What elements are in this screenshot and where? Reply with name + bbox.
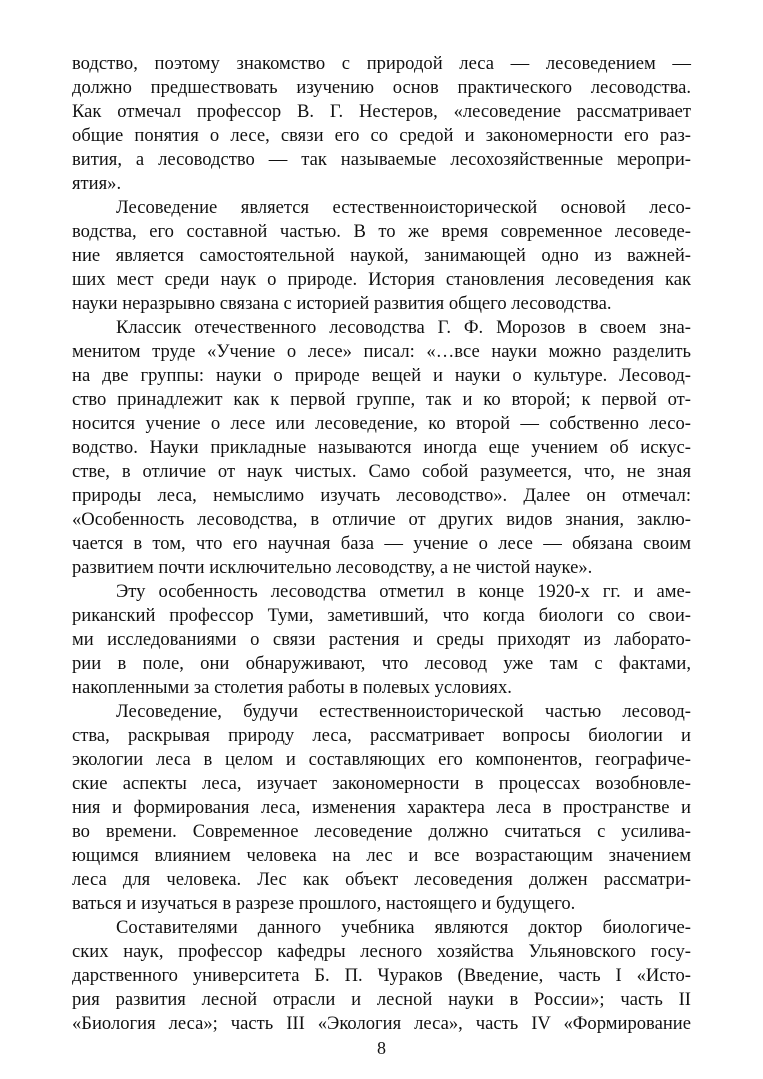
- text-line: рии в поле, они обнаруживают, что лесовод уже там с фактами,: [72, 653, 691, 674]
- text-line: дарственного университета Б. П. Чураков (Введение, часть I «Исто-: [72, 965, 691, 986]
- paragraph-4: [72, 580, 691, 700]
- text-line: леса для человека. Лес как объект лесоведения должен рассматри-: [72, 869, 691, 890]
- text-line: чается в том, что его научная база — учение о лесе — обязана своим: [72, 533, 691, 554]
- text-line: должно предшествовать изучению основ практического лесоводства.: [72, 77, 691, 98]
- text-line: Эту особенность лесоводства отметил в конце 1920-х гг. и аме-: [116, 581, 691, 602]
- text-line: общие понятия о лесе, связи его со средой и закономерности его раз-: [72, 125, 691, 146]
- text-line: менитом труде «Учение о лесе» писал: «…все науки можно разделить: [72, 341, 691, 362]
- text-line: ства, раскрывая природу леса, рассматривает вопросы биологии и: [72, 725, 691, 746]
- text-line: вития, а лесоводство — так называемые лесохозяйственные меропри-: [72, 149, 691, 170]
- text-line: носится учение о лесе или лесоведение, ко второй — собственно лесо-: [72, 413, 691, 434]
- text-line: ваться и изучаться в разрезе прошлого, настоящего и будущего.: [72, 893, 576, 914]
- text-line: ших мест среди наук о природе. История становления лесоведения как: [72, 269, 691, 290]
- text-line: стве, в отличие от наук чистых. Само собой разумеется, что, не зная: [72, 461, 691, 482]
- page-number: 8: [377, 1038, 386, 1058]
- text-line: ния и формирования леса, изменения характера леса в пространстве и: [72, 797, 691, 818]
- text-line: Классик отечественного лесоводства Г. Ф. Морозов в своем зна-: [116, 317, 691, 338]
- text-line: экологии леса в целом и составляющих его компонентов, географиче-: [72, 749, 691, 770]
- text-line: ми исследованиями о связи растения и среды приходят из лаборато-: [72, 629, 691, 650]
- paragraph-3: [72, 316, 691, 580]
- text-line: риканский профессор Туми, заметивший, что когда биологи со свои-: [72, 605, 691, 626]
- text-line: рия развития лесной отрасли и лесной науки в России»; часть II: [72, 989, 691, 1010]
- text-line: Составителями данного учебника являются доктор биологиче-: [116, 917, 691, 938]
- page-body: [72, 52, 691, 1036]
- text-line: «Особенность лесоводства, в отличие от других видов знания, заклю-: [72, 509, 691, 530]
- text-line: водство. Науки прикладные называются иногда еще учением об искус-: [72, 437, 691, 458]
- text-line: во времени. Современное лесоведение должно считаться с усилива-: [72, 821, 691, 842]
- text-line: ство принадлежит как к первой группе, так и ко второй; к первой от-: [72, 389, 691, 410]
- text-line: водства, его составной частью. В то же время современное лесоведе-: [72, 221, 691, 242]
- text-line: ющимся влиянием человека на лес и все возрастающим значением: [72, 845, 691, 866]
- text-line: на две группы: науки о природе вещей и науки о культуре. Лесовод-: [72, 365, 691, 386]
- paragraph-1: [72, 52, 691, 196]
- text-line: ятия».: [72, 173, 122, 194]
- text-line: науки неразрывно связана с историей развития общего лесоводства.: [72, 293, 612, 314]
- text-line: Как отмечал профессор В. Г. Нестеров, «лесоведение рассматривает: [72, 101, 691, 122]
- text-line: развитием почти исключительно лесоводству, а не чистой науке».: [72, 557, 593, 578]
- text-line: природы леса, немыслимо изучать лесоводство». Далее он отмечал:: [72, 485, 691, 506]
- text-line: Лесоведение является естественноисторической основой лесо-: [116, 197, 691, 218]
- text-line: «Биология леса»; часть III «Экология леса», часть IV «Формирование: [72, 1013, 691, 1034]
- paragraph-5: [72, 700, 691, 916]
- paragraph-6: [72, 916, 691, 1036]
- text-line: ние является самостоятельной наукой, занимающей одно из важней-: [72, 245, 691, 266]
- text-line: Лесоведение, будучи естественноисторической частью лесовод-: [116, 701, 691, 722]
- text-line: ские аспекты леса, изучает закономерности в процессах возобновле-: [72, 773, 691, 794]
- text-line: водство, поэтому знакомство с природой леса — лесоведением —: [72, 53, 691, 74]
- text-line: ских наук, профессор кафедры лесного хозяйства Ульяновского госу-: [72, 941, 691, 962]
- paragraph-2: [72, 196, 691, 316]
- text-line: накопленными за столетия работы в полевых условиях.: [72, 677, 512, 698]
